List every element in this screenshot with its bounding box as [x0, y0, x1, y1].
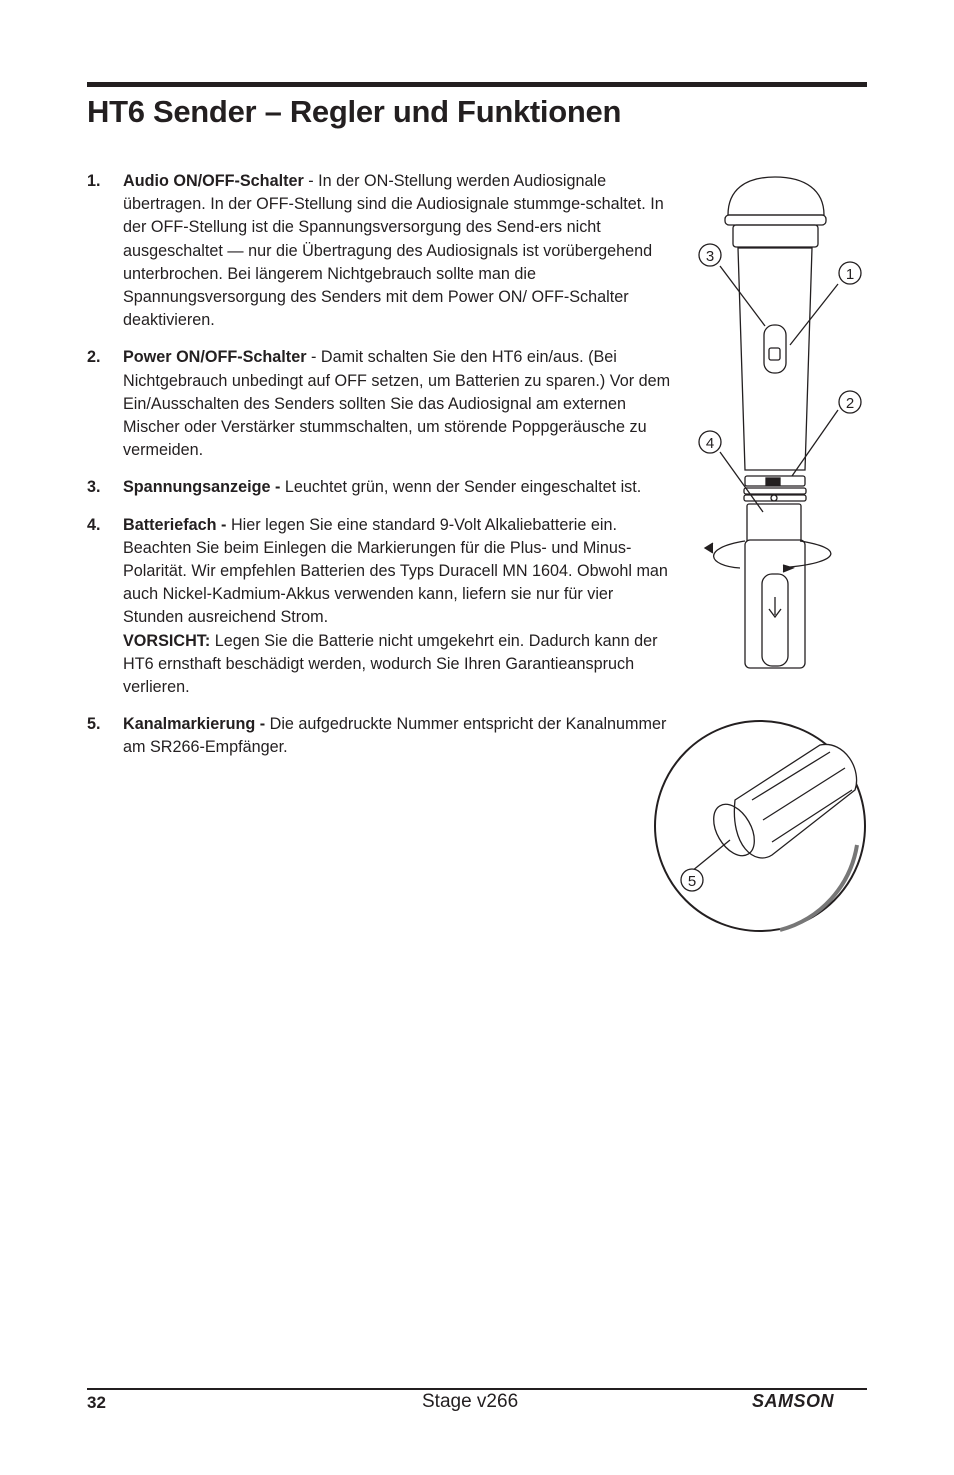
page-number: 32 — [87, 1393, 106, 1412]
callout-3-label: 3 — [705, 248, 715, 265]
item-term: Audio ON/OFF-Schalter — [123, 172, 304, 190]
list-item — [87, 346, 675, 462]
list-item — [87, 514, 675, 700]
item-number: 3. — [87, 478, 101, 497]
top-rule — [87, 82, 867, 87]
callout-5-label: 5 — [687, 873, 697, 890]
item-text: Leuchtet grün, wenn der Sender eingeschaltet ist. — [280, 478, 642, 497]
item-text: Hier legen Sie eine standard 9-Volt Alkaliebatterie ein. Beachten Sie beim Einlegen die Markierungen für die Plus- und Minus-Polarität. Wir empfehlen Batterien des Typs Duracell MN 1604. Obwohl man auch Nickel-Kadmium-Akkus verwenden kann, liefern sie nur für vier Stunden ausreichend Strom. — [123, 515, 668, 627]
caution-text: Legen Sie die Batterie nicht umgekehrt ein. Dadurch kann der HT6 ernsthaft beschädigt werden, wodurch Sie Ihren Garantieanspruch verlieren. — [123, 631, 658, 697]
item-term: Spannungsanzeige - — [123, 478, 281, 497]
page-title: HT6 Sender – Regler und Funktionen — [87, 94, 622, 129]
callout-2-label: 2 — [845, 395, 855, 412]
footer-rule — [87, 1388, 867, 1390]
battery-compartment — [747, 504, 801, 544]
callout-4-label: 4 — [705, 435, 715, 452]
power-switch-band — [744, 488, 806, 494]
transmitter-illustration — [640, 170, 880, 940]
item-number: 1. — [87, 172, 101, 190]
mic-head-ring — [725, 215, 826, 225]
feature-list — [87, 170, 675, 774]
caution-label: VORSICHT: — [123, 631, 211, 650]
mic-head-ring — [733, 225, 818, 247]
item-text: - In der ON-Stellung werden Audiosignale übertragen. In der OFF-Stellung sind die Audiosignale stummge-schaltet. In der OFF-Stellung ist die Spannungsversorgung des Send-ers nicht ausgeschaltet — nur die Übertragung des Audiosignals ist vorübergehend unterbrochen. Bei längerem Nichtgebrauch sollte man die Spannungsversorgung des Senders mit dem Power ON/ OFF-Schalter deaktivieren. — [123, 172, 664, 330]
mic-grille — [728, 177, 824, 215]
power-switch — [766, 478, 780, 485]
footer-title: Stage v266 — [422, 1391, 519, 1412]
item-number: 2. — [87, 348, 101, 367]
item-term: Kanalmarkierung - — [123, 715, 266, 734]
item-text: - Damit schalten Sie den HT6 ein/aus. (Bei Nichtgebrauch unbedingt auf OFF setzen, um Batterien zu sparen.) Vor dem Ein/Ausschalten des Senders sollten Sie das Audiosignal am externen Mischer oder Verstärker stummschalten, um störende Poppgeräusche zu vermeiden. — [123, 348, 671, 460]
item-term: Batteriefach - — [123, 515, 227, 534]
item-text: Die aufgedruckte Nummer entspricht der Kanalnummer am SR266-Empfänger. — [123, 715, 667, 757]
item-term: Power ON/OFF-Schalter — [123, 348, 307, 367]
power-led — [771, 495, 777, 501]
mic-handle — [738, 248, 812, 470]
item-number: 4. — [87, 515, 101, 534]
callout-1-label: 1 — [845, 266, 855, 283]
brand-logo: SAMSON — [752, 1391, 835, 1411]
caution-note — [123, 630, 675, 700]
list-item — [87, 170, 675, 332]
item-number: 5. — [87, 715, 101, 734]
list-item — [87, 713, 675, 759]
list-item — [87, 476, 675, 499]
